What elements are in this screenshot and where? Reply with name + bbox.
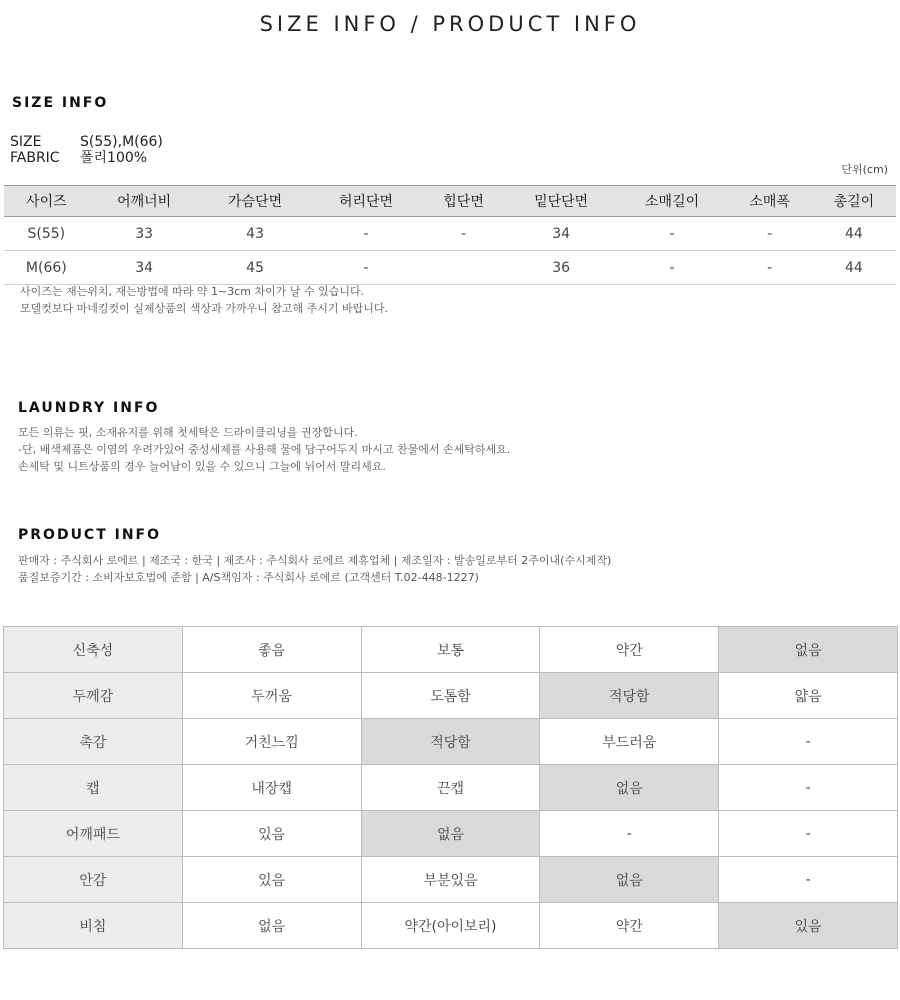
laundry-line: -단, 배색제품은 이염의 우려가있어 중성세제를 사용해 물에 담구어두지 마시고 찬물에서 손세탁하세요. — [18, 443, 511, 456]
attribute-option-selected: 없음 — [719, 627, 898, 673]
table-cell: M(66) — [4, 251, 89, 285]
column-header: 힙단면 — [421, 186, 505, 217]
column-header: 어깨너비 — [89, 186, 200, 217]
attribute-option: - — [719, 719, 898, 765]
column-header: 가슴단면 — [200, 186, 311, 217]
fabric-value: 폴리100% — [80, 150, 148, 166]
table-row — [4, 217, 896, 251]
attribute-label: 두께감 — [4, 673, 183, 719]
attribute-label: 안감 — [4, 857, 183, 903]
column-header: 소매길이 — [617, 186, 728, 217]
attribute-row — [4, 765, 898, 811]
attribute-option: 부드러움 — [540, 719, 719, 765]
table-cell: 34 — [506, 217, 617, 251]
attribute-option: 약간(아이보리) — [361, 903, 540, 949]
size-label: SIZE — [10, 134, 42, 150]
attribute-label: 캡 — [4, 765, 183, 811]
attribute-option: - — [719, 857, 898, 903]
size-value: S(55),M(66) — [80, 134, 163, 150]
attributes-table — [3, 626, 898, 949]
attribute-row — [4, 857, 898, 903]
attribute-option-selected: 없음 — [361, 811, 540, 857]
attribute-option: - — [540, 811, 719, 857]
laundry-line: 손세탁 및 니트상품의 경우 늘어남이 있을 수 있으니 그늘에 뉘어서 말리세요. — [18, 460, 386, 473]
attribute-label: 촉감 — [4, 719, 183, 765]
attribute-option: 있음 — [182, 811, 361, 857]
laundry-notes — [18, 424, 510, 475]
fabric-label: FABRIC — [10, 150, 60, 166]
attribute-option: 없음 — [182, 903, 361, 949]
attribute-option: 좋음 — [182, 627, 361, 673]
attribute-option-selected: 있음 — [719, 903, 898, 949]
product-line: 판매자 : 주식회사 로에르 | 제조국 : 한국 | 제조사 : 주식회사 로에르 제휴업체 | 제조일자 : 발송일로부터 2주이내(수시제작) — [18, 554, 612, 567]
table-cell: - — [421, 217, 505, 251]
attribute-option-selected: 없음 — [540, 857, 719, 903]
column-header: 총길이 — [812, 186, 896, 217]
attribute-label: 신축성 — [4, 627, 183, 673]
attribute-option: - — [719, 811, 898, 857]
attribute-option: 두꺼움 — [182, 673, 361, 719]
attribute-option: 내장캡 — [182, 765, 361, 811]
laundry-info-heading: LAUNDRY INFO — [18, 400, 160, 416]
note-line: 사이즈는 재는위치, 재는방법에 따라 약 1~3cm 차이가 날 수 있습니다. — [20, 285, 365, 298]
table-cell: - — [617, 251, 728, 285]
table-cell: S(55) — [4, 217, 89, 251]
attribute-option-selected: 없음 — [540, 765, 719, 811]
table-row — [4, 251, 896, 285]
table-cell: - — [311, 251, 422, 285]
table-cell: - — [728, 217, 812, 251]
attribute-option: 얇음 — [719, 673, 898, 719]
column-header: 허리단면 — [311, 186, 422, 217]
fabric-row — [10, 150, 163, 166]
attribute-option: 끈캡 — [361, 765, 540, 811]
attribute-option: - — [719, 765, 898, 811]
size-info-heading: SIZE INFO — [12, 95, 109, 111]
table-cell: 36 — [506, 251, 617, 285]
laundry-line: 모든 의류는 핏, 소재유지를 위해 첫세탁은 드라이클리닝을 권장합니다. — [18, 426, 358, 439]
attribute-option: 부분있음 — [361, 857, 540, 903]
unit-label: 단위(cm) — [841, 163, 888, 176]
table-cell: 34 — [89, 251, 200, 285]
table-cell: 44 — [812, 217, 896, 251]
attribute-label: 비침 — [4, 903, 183, 949]
product-info-heading: PRODUCT INFO — [18, 527, 162, 543]
note-line: 모델컷보다 마네킹컷이 실제상품의 색상과 가까우니 참고해 주시기 바랍니다. — [20, 302, 389, 315]
attribute-option: 도톰함 — [361, 673, 540, 719]
attribute-row — [4, 627, 898, 673]
table-cell: 44 — [812, 251, 896, 285]
attribute-option: 약간 — [540, 903, 719, 949]
attribute-option: 거친느낌 — [182, 719, 361, 765]
attribute-option-selected: 적당함 — [540, 673, 719, 719]
table-cell: 45 — [200, 251, 311, 285]
product-line: 품질보증기간 : 소비자보호법에 준함 | A/S책임자 : 주식회사 로에르 (고객센터 T.02-448-1227) — [18, 571, 479, 584]
size-table — [4, 185, 896, 285]
size-notes — [20, 283, 388, 317]
column-header: 소매폭 — [728, 186, 812, 217]
attribute-row — [4, 719, 898, 765]
column-header: 사이즈 — [4, 186, 89, 217]
table-cell: - — [311, 217, 422, 251]
column-header: 밑단단면 — [506, 186, 617, 217]
size-row — [10, 134, 163, 150]
table-cell: - — [728, 251, 812, 285]
attribute-option-selected: 적당함 — [361, 719, 540, 765]
size-table-header — [4, 186, 896, 217]
table-cell — [421, 251, 505, 285]
table-cell: - — [617, 217, 728, 251]
attribute-option: 있음 — [182, 857, 361, 903]
attribute-option: 보통 — [361, 627, 540, 673]
table-cell: 33 — [89, 217, 200, 251]
attribute-row — [4, 673, 898, 719]
attribute-option: 약간 — [540, 627, 719, 673]
attribute-row — [4, 811, 898, 857]
product-notes — [18, 552, 611, 586]
spec-block — [10, 134, 163, 166]
attribute-row — [4, 903, 898, 949]
page-title: SIZE INFO / PRODUCT INFO — [259, 12, 641, 36]
table-cell: 43 — [200, 217, 311, 251]
attribute-label: 어깨패드 — [4, 811, 183, 857]
